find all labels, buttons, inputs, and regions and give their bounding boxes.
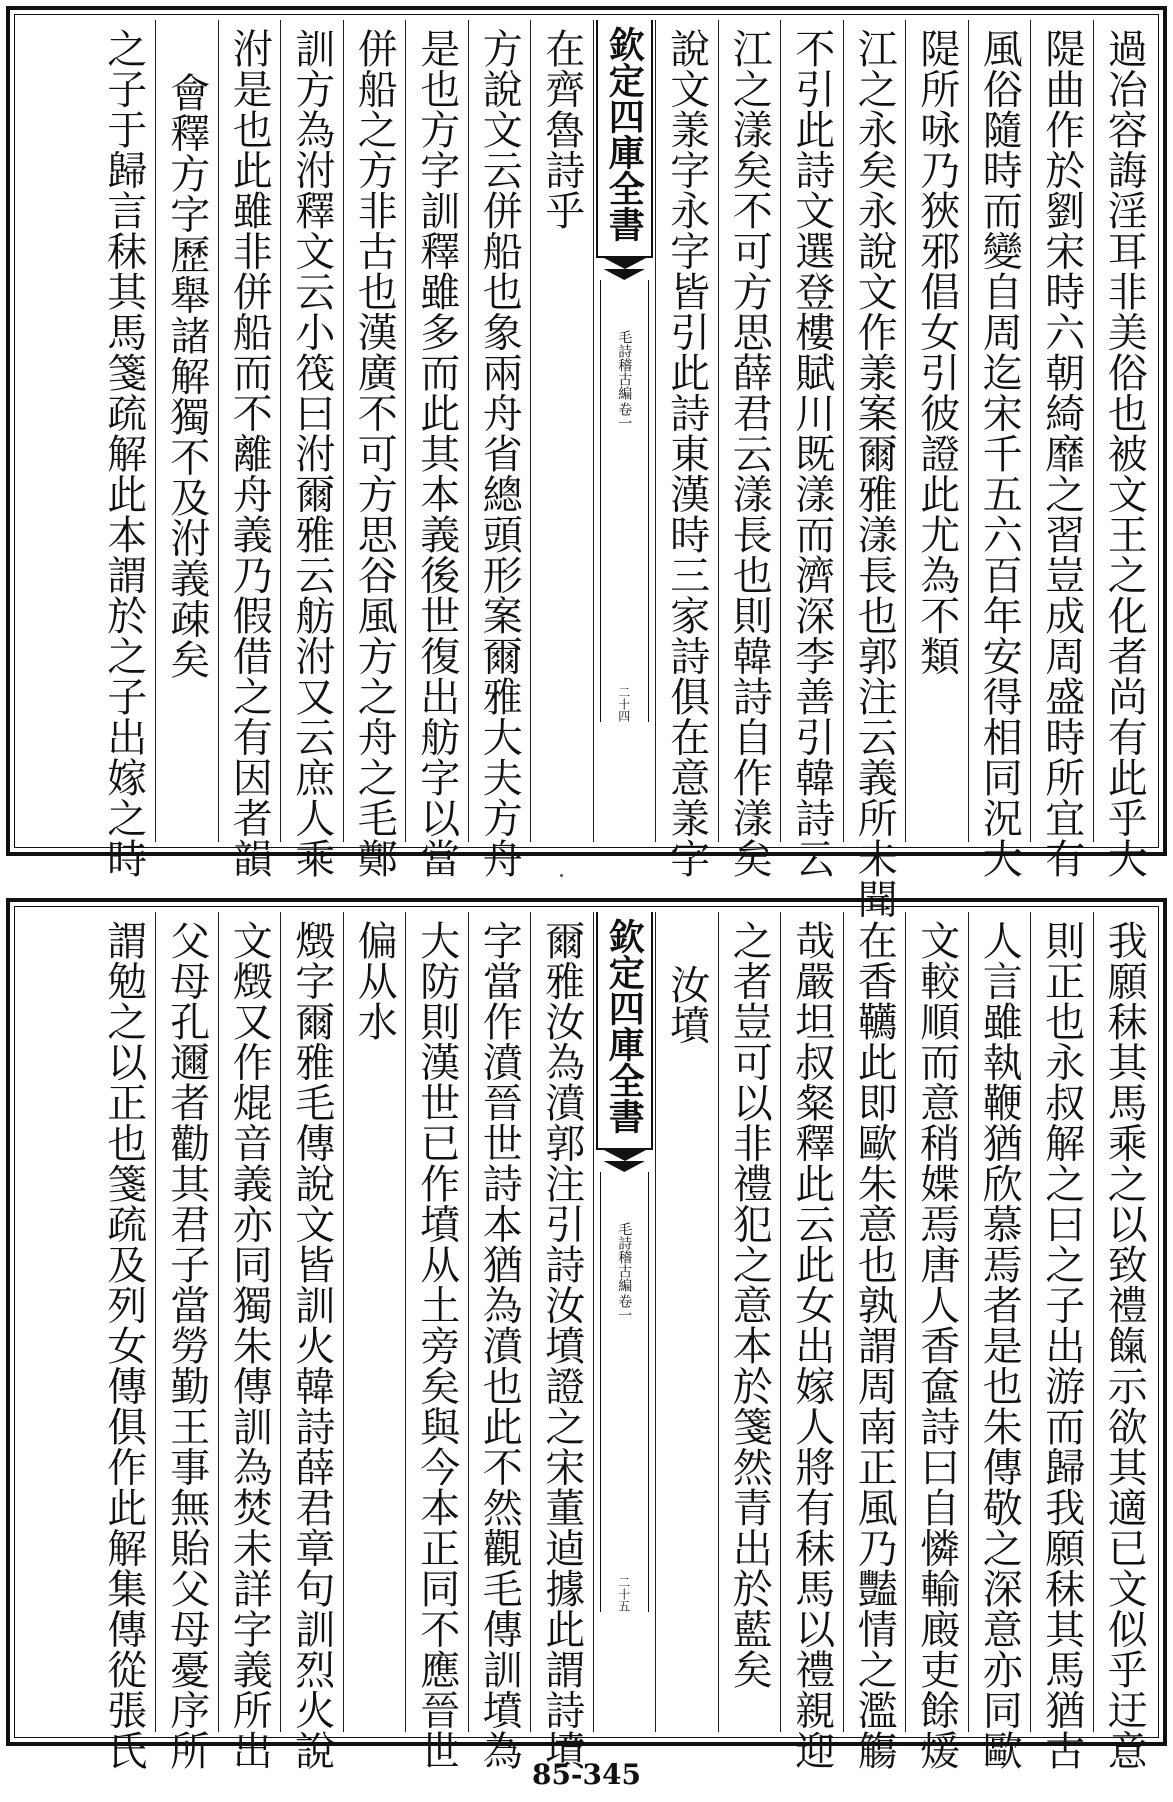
column-text: 隄所咏乃狹邪倡女引彼證此尤為不類	[913, 28, 960, 676]
column-text: 風俗隨時而變自周迄宋千五六百年安得相同況大	[976, 28, 1023, 879]
gutter-volume: 卷一	[616, 402, 633, 430]
gutter-page-number: 二十四	[616, 686, 631, 722]
text-column	[718, 912, 781, 1732]
scan-speck	[560, 874, 563, 877]
text-column	[968, 912, 1031, 1771]
text-column	[468, 912, 531, 1771]
text-column	[968, 20, 1031, 879]
column-text: 字當作濆晉世詩本猶為濆也此不然觀毛傳訓墳為	[476, 920, 523, 1771]
gutter-title-box	[596, 20, 654, 258]
fish-tail-mark-icon	[604, 1150, 646, 1172]
page-footer-number: 85-345	[531, 1758, 642, 1791]
text-column	[280, 20, 343, 879]
text-column	[343, 20, 406, 879]
text-column	[905, 20, 968, 842]
column-text: 方說文云併船也象兩舟省總頭形案爾雅大夫方舟	[476, 28, 523, 879]
column-text: 之者豈可以非禮犯之意本於箋然青出於藍矣	[726, 920, 773, 1690]
text-column	[780, 20, 843, 879]
text-column	[718, 20, 781, 879]
column-text: 隄曲作於劉宋時六朝綺靡之習豈成周盛時所宜有	[1038, 28, 1085, 879]
gutter-title: 欽定四庫全書	[603, 918, 646, 1134]
text-column	[843, 20, 906, 919]
text-column	[93, 20, 156, 879]
column-text: 大防則漢世已作墳从土旁矣與今本正同不應晉世	[413, 920, 460, 1771]
column-text: 謂勉之以正也箋疏及列女傳俱作此解集傳從張氏	[100, 920, 147, 1771]
text-column	[155, 20, 218, 842]
column-text: 爾雅汝為濆郭注引詩汝墳證之宋董逌據此謂詩墳	[538, 920, 585, 1771]
column-text: 在香韉此即歐朱意也孰謂周南正風乃豔情之濫觴	[851, 920, 898, 1771]
center-gutter	[593, 20, 656, 842]
column-text: 則正也永叔解之曰之子出游而歸我願秣其馬猶古	[1038, 920, 1085, 1771]
column-text: 汝墳	[663, 964, 710, 1045]
column-text: 說文羕字永字皆引此詩東漢時三家詩俱在意羕字	[663, 28, 710, 879]
text-column	[468, 20, 531, 879]
gutter-book-info	[615, 330, 633, 430]
center-gutter	[593, 912, 656, 1732]
column-text: 不引此詩文選登樓賦川既漾而濟深李善引韓詩云	[788, 28, 835, 879]
text-column	[218, 20, 281, 879]
column-text: 燬字爾雅毛傳說文皆訓火韓詩薛君章句訓烈火說	[288, 920, 335, 1771]
column-text: 我願秣其馬乘之以致禮餼示欲其適已文似乎迂意	[1101, 920, 1148, 1771]
text-column	[1093, 912, 1156, 1771]
column-text: 父母孔邇者勸其君子當勞勤王事無貽父母憂序所	[163, 920, 210, 1771]
text-column	[530, 912, 593, 1771]
column-text: 江之漾矣不可方思薛君云漾長也則韓詩自作漾矣	[726, 28, 773, 879]
text-column	[655, 20, 718, 879]
text-column	[655, 912, 718, 1732]
text-column	[530, 20, 593, 842]
text-column	[1093, 20, 1156, 879]
column-text: 文較順而意稍媟焉唐人香奩詩曰自憐輸廄吏餘煖	[913, 920, 960, 1771]
gutter-volume: 卷一	[616, 1294, 633, 1322]
column-text: 文燬又作焜音義亦同獨朱傳訓為焚未詳字義所出	[226, 920, 273, 1771]
column-text: 人言雖執鞭猶欣慕焉者是也朱傳敬之深意亦同歐	[976, 920, 1023, 1771]
top-page-frame	[6, 6, 1167, 919]
gutter-book-title: 毛詩稽古編	[616, 1222, 633, 1292]
column-text: 之子于歸言秣其馬箋疏解此本謂於之子出嫁之時	[100, 28, 147, 879]
column-text: 併船之方非古也漢廣不可方思谷風方之舟之毛鄭	[351, 28, 398, 879]
gutter-book-title: 毛詩稽古編	[616, 330, 633, 400]
text-column	[405, 912, 468, 1771]
text-column	[905, 912, 968, 1771]
text-column	[93, 912, 156, 1771]
column-text: 偏从水	[351, 920, 398, 1042]
text-column	[405, 20, 468, 879]
gutter-title-box	[596, 912, 654, 1150]
top-page-columns	[18, 20, 1155, 919]
text-column	[843, 912, 906, 1771]
text-column	[1030, 912, 1093, 1771]
bottom-page-frame	[6, 898, 1167, 1771]
text-column	[155, 912, 218, 1771]
column-text: 哉嚴坦叔粲釋此云此女出嫁人將有秣馬以禮親迎	[788, 920, 835, 1771]
column-text: 過冶容誨淫耳非美俗也被文王之化者尚有此乎大	[1101, 28, 1148, 879]
text-column	[780, 912, 843, 1771]
text-column	[1030, 20, 1093, 879]
text-column	[280, 912, 343, 1771]
column-text: 在齊魯詩乎	[538, 28, 585, 231]
bottom-page-columns	[18, 912, 1155, 1771]
column-text: 會釋方字歷舉諸解獨不及泭義疎矣	[163, 72, 210, 680]
text-column	[218, 912, 281, 1771]
column-text: 江之永矣永說文作羕案爾雅漾長也郭注云義所未聞	[851, 28, 898, 919]
gutter-book-info	[615, 1222, 633, 1322]
gutter-page-number: 二十五	[616, 1576, 631, 1612]
fish-tail-mark-icon	[604, 258, 646, 280]
text-column	[343, 912, 406, 1732]
column-text: 泭是也此雖非併船而不離舟義乃假借之有因者韻	[226, 28, 273, 879]
gutter-title: 欽定四庫全書	[603, 26, 646, 242]
column-text: 是也方字訓釋雖多而此其本義後世復出舫字以當	[413, 28, 460, 879]
column-text: 訓方為泭釋文云小筏曰泭爾雅云舫泭又云庶人乘	[288, 28, 335, 879]
